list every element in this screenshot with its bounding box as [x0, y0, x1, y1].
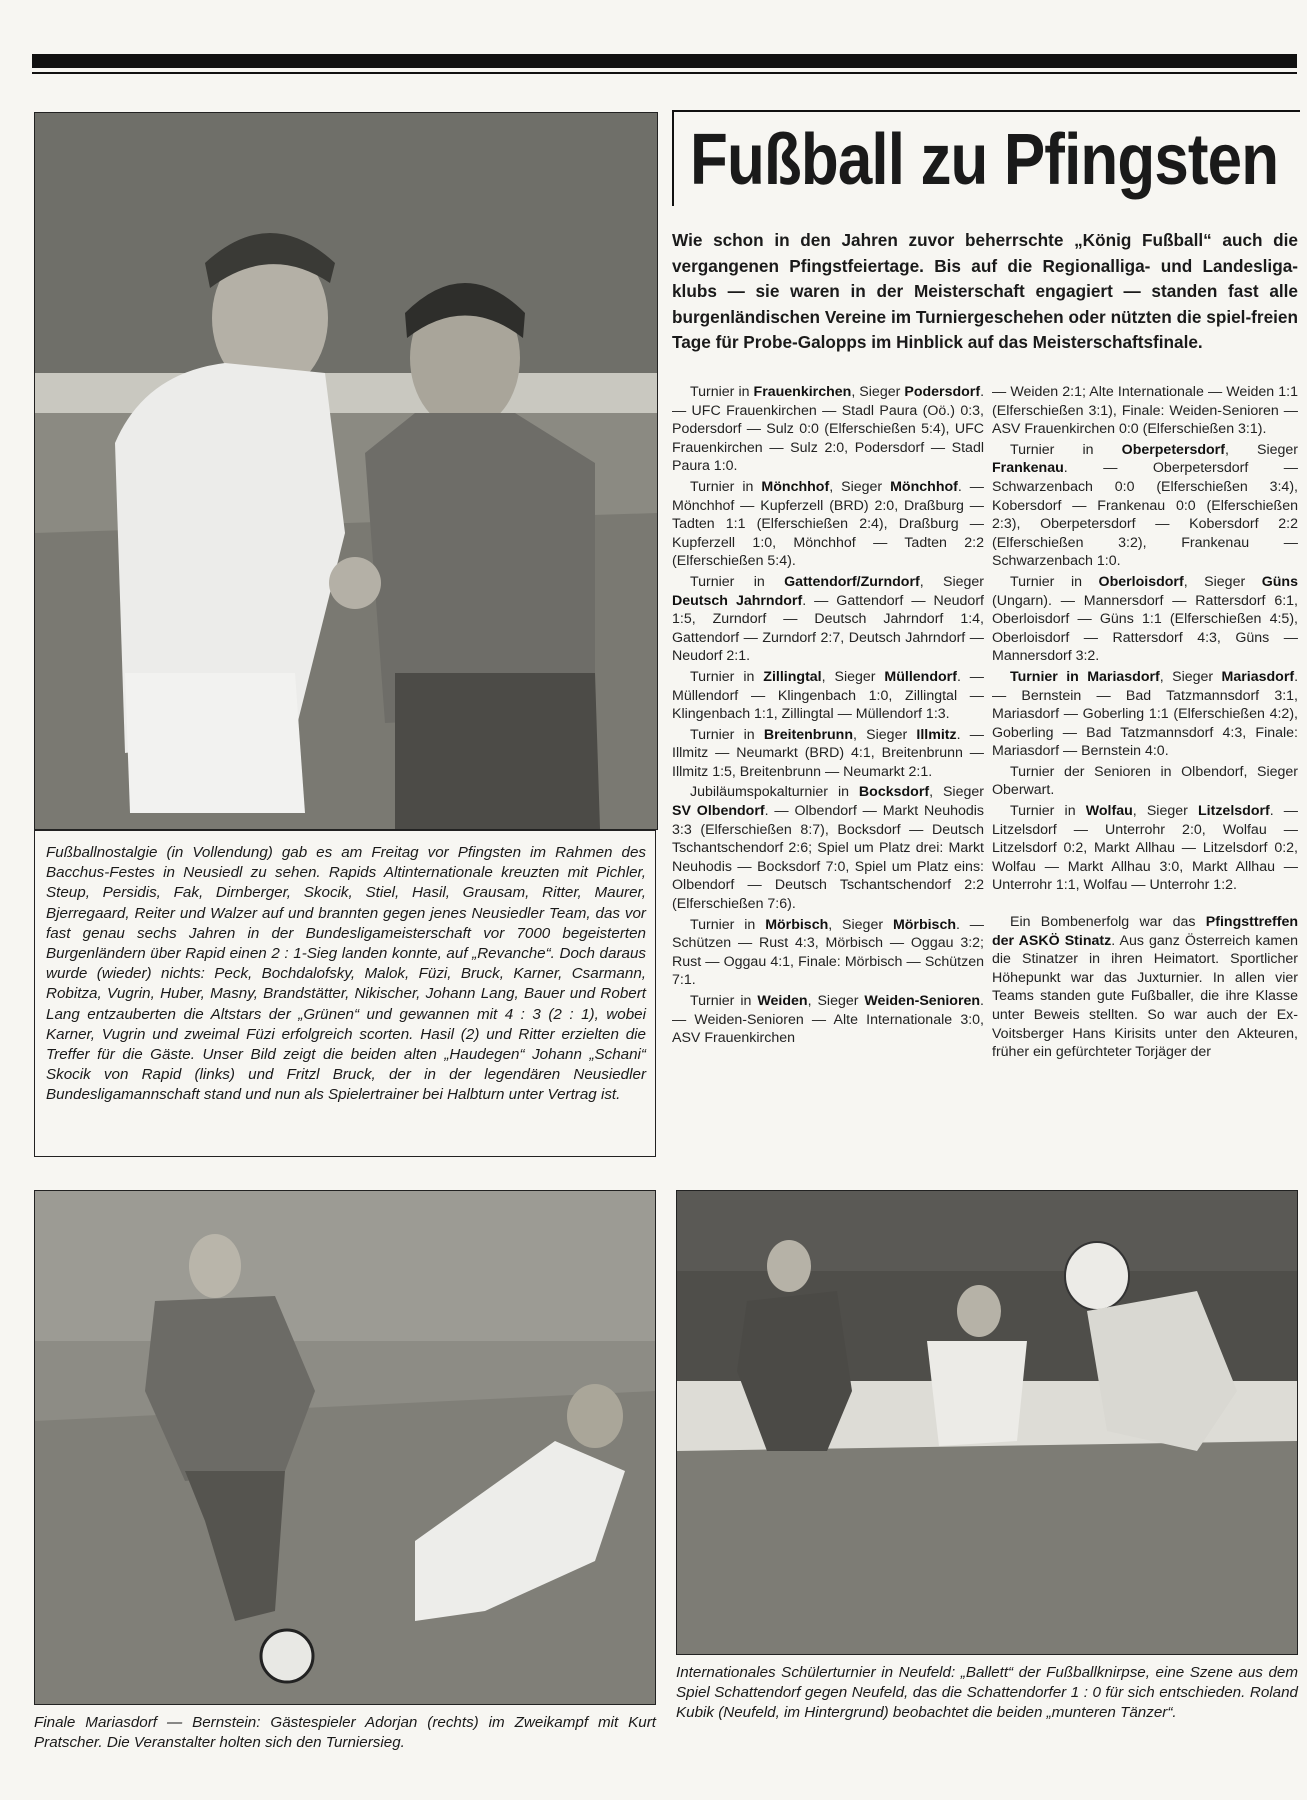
top-rule [32, 54, 1297, 68]
tournament-entry: Turnier in Mariasdorf, Sieger Mariasdorf. — Bernstein — Bad Tatzmannsdorf 3:1, Mariasdorf — Goberling 1:1 (Elferschießen 4:2), Goberling — Bad Tatzmannsdorf 4:3, Finale: Mariasdorf — Bernstein 4:0. [992, 668, 1299, 760]
photo-handshake [34, 112, 658, 830]
photo-neufeld-illustration [677, 1191, 1297, 1654]
stinatz-paragraph: Ein Bombenerfolg war das Pfingsttreffen der ASKÖ Stinatz. Aus ganz Österreich kamen die Stinatzer in ihren Heimatort. Sportlicher Höhepunkt war das Juxturnier. In allen vier Teams standen gute Fußballer, die ihre Klasse unter Beweis stellten. So war auch der Ex-Voitsberger Hans Kirisits unter den Akteuren, früher ein gefürchteter Torjäger der [992, 914, 1298, 1061]
article-column-2 [992, 383, 1299, 1061]
page-title: Fußball zu Pfingsten [690, 120, 1279, 200]
tournament-entry: Turnier in Gattendorf/Zurndorf, Sieger Deutsch Jahrndorf. — Gattendorf — Neudorf 1:5, Zurndorf — Deutsch Jahrndorf 1:4, Gattendorf — Zurndorf 2:7, Deutsch Jahrndorf — Neudorf 2:1. [672, 573, 984, 665]
tournament-entry: Turnier in Oberloisdorf, Sieger Güns (Ungarn). — Mannersdorf — Rattersdorf 6:1, Oberloisdorf — Güns 1:1 (Elferschießen 4:5), Oberloisdorf — Rattersdorf 4:3, Güns — Mannersdorf 3:2. [992, 573, 1298, 665]
top-rule-thin [32, 72, 1297, 74]
photo-neufeld-schoolboys [676, 1190, 1298, 1655]
tournament-entry: Turnier in Zillingtal, Sieger Müllendorf. — Müllendorf — Klingenbach 1:0, Zillingtal — Klingenbach 1:1, Zillingtal — Müllendorf 1:3. [672, 668, 984, 723]
tournament-entry: Turnier in Wolfau, Sieger Litzelsdorf. — Litzelsdorf — Unterrohr 2:0, Wolfau — Litzelsdorf 0:2, Markt Allhau — Litzelsdorf 0:2, Wolfau — Markt Allhau 3:0, Markt Allhau — Unterrohr 1:1, Wolfau — Unterrohr 1:2. [992, 803, 1298, 894]
photo-mariasdorf-match [34, 1190, 656, 1705]
tournament-entry: Turnier in Mönchhof, Sieger Mönchhof. — Mönchhof — Kupferzell (BRD) 2:0, Draßburg — Tadten 1:1 (Elferschießen 2:4), Draßburg — Kupferzell 1:0, Mönchhof — Tadten 2:2 (Elferschießen 5:4). [672, 478, 984, 570]
tournament-entry: Turnier in Frauenkirchen, Sieger Podersdorf. — UFC Frauenkirchen — Stadl Paura (Oö.) 0:3, Podersdorf — Sulz 0:0 (Elferschießen 5:4), UFC Frauenkirchen — Sulz 2:0, Podersdorf — Stadl Paura 1:0. [672, 384, 985, 475]
top-photo-caption: Fußballnostalgie (in Vollendung) gab es am Freitag vor Pfingsten im Rahmen des Bacchus-Festes in Neusiedl zu sehen. Rapids Altinternationale kreuzten mit Pichler, Steup, Persidis, Fak, Dirnberger, Skocik, Stiel, Hasil, Grausam, Ritter, Maurer, Bjerregaard, Reiter und Walzer auf und brannten gegen jenes Neusiedler Team, das vor fast genau sechs Jahren in der Bundesligameisterschaft vor 7000 begeisterten Burgenländern über Rapid einen 2 : 1-Sieg landen konnte, auf „Revanche“. Doch daraus wurde (wieder) nichts: Peck, Bochdalofsky, Malok, Füzi, Bruck, Karner, Csarmann, Robitza, Vugrin, Huber, Masny, Brandstätter, Nikischer, Johann Lang, Bauer und Robert Lang entzauberten die Altstars der „Grünen“ und gewannen mit 4 : 3 (2 : 1), wobei Karner, Vugrin und zweimal Füzi erfolgreich scorten. Hasil (2) und Ritter erzielten die Treffer für die Gäste. Unser Bild zeigt die beiden alten „Haudegen“ Johann „Schani“ Skocik von Rapid (links) und Fritzl Bruck, der in der legendären Neusiedler Bundesligamannschaft stand und nun als Spielertrainer bei Halbturn unter Vertrag ist. [46, 844, 646, 1104]
tournament-entry: — Weiden 2:1; Alte Internationale — Weiden 1:1 (Elferschießen 3:1), Finale: Weiden-Senioren — ASV Frauenkirchen 0:0 (Elferschießen 3:1). [992, 384, 1298, 438]
bottom-right-caption: Internationales Schülerturnier in Neufeld: „Ballett“ der Fußballknirpse, eine Szene aus dem Spiel Schattendorf gegen Neufeld, das die Schattendorfer 1 : 0 für sich entschieden. Roland Kubik (Neufeld, im Hintergrund) beobachtet die beiden „munteren Tänzer“. [676, 1664, 1298, 1722]
bottom-left-caption: Finale Mariasdorf — Bernstein: Gästespieler Adorjan (rechts) im Zweikampf mit Kurt Pratscher. Die Veranstalter holten sich den Turniersieg. [34, 1714, 656, 1752]
article-lead: Wie schon in den Jahren zuvor beherrschte „König Fußball“ auch die vergangenen Pfingstfeiertage. Bis auf die Regionalliga- und Landesliga-klubs — sie waren in der Meisterschaft engagiert — standen fast alle burgenländischen Vereine im Turniergeschehen oder nützten die spiel-freien Tage für Probe-Galopps im Hinblick auf das Meisterschaftsfinale. [672, 230, 1298, 352]
tournament-entry: Jubiläumspokalturnier in Bocksdorf, Sieger SV Olbendorf. — Olbendorf — Markt Neuhodis 3:3 (Elferschießen 8:7), Bocksdorf — Deutsch Tschantschendorf 2:6; Spiel um Platz drei: Markt Neuhodis — Bocksdorf 7:0, Spiel um Platz eins: Olbendorf — Deutsch Tschantschendorf 2:2 (Elferschießen 7:6). [672, 784, 984, 913]
tournament-entry: Turnier der Senioren in Olbendorf, Sieger Oberwart. [992, 763, 1298, 799]
photo-handshake-illustration [35, 113, 657, 829]
tournament-entry: Turnier in Mörbisch, Sieger Mörbisch. — Schützen — Rust 4:3, Mörbisch — Oggau 3:2; Rust — Oggau 4:1, Finale: Mörbisch — Schützen 7:1. [672, 916, 984, 989]
photo-mariasdorf-illustration [35, 1191, 655, 1704]
tournament-entry: Turnier in Breitenbrunn, Sieger Illmitz. — Illmitz — Neumarkt (BRD) 4:1, Breitenbrunn — Illmitz 1:5, Breitenbrunn — Neumarkt 2:1. [672, 726, 984, 780]
tournament-entry: Turnier in Oberpetersdorf, Sieger Frankenau. — Oberpetersdorf — Schwarzenbach 0:0 (Elferschießen 3:4), Kobersdorf — Frankenau 0:0 (Elferschießen 2:3), Oberpetersdorf — Kobersdorf 2:2 (Elferschießen 3:2), Frankenau — Schwarzenbach 1:0. [992, 441, 1298, 570]
tournament-entry: Turnier in Weiden, Sieger Weiden-Senioren. — Weiden-Senioren — Alte Internationale 3:0, ASV Frauenkirchen [672, 993, 984, 1047]
article-column-1 [672, 383, 985, 1047]
